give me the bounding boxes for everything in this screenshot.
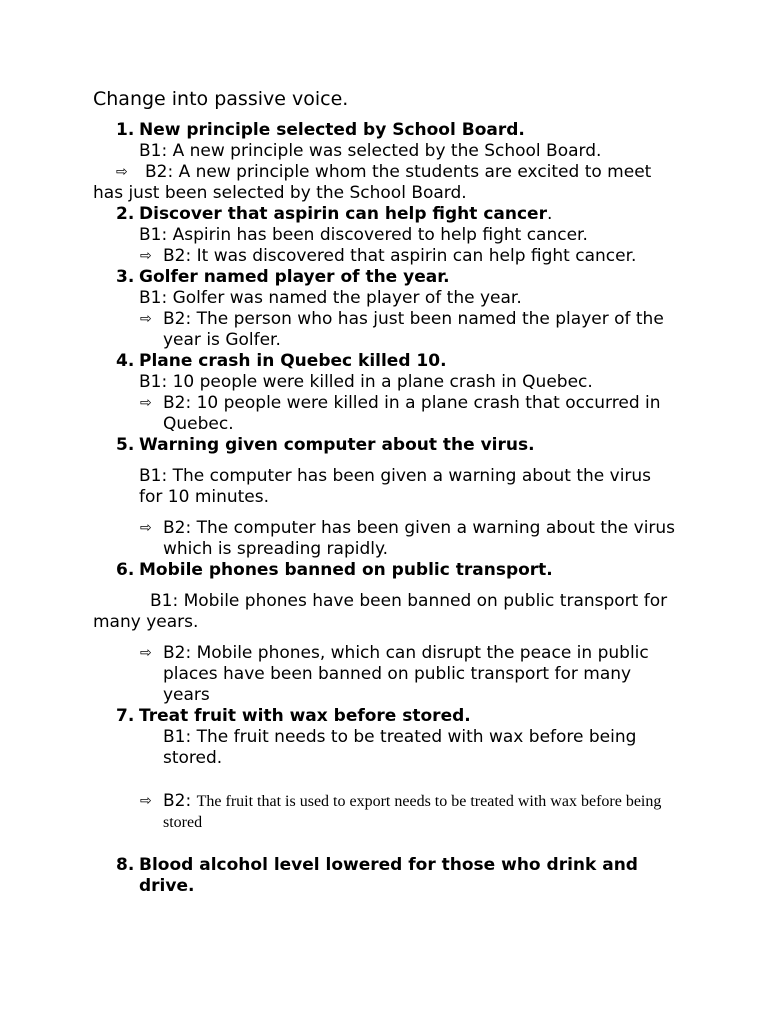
answer-b1: B1: A new principle was selected by the School Board.: [139, 141, 602, 161]
question-title: [0, 706, 679, 727]
question-period: .: [546, 204, 553, 224]
question-title: [0, 204, 679, 225]
answer-b2: [0, 518, 683, 560]
question-text: New principle selected by School Board.: [139, 120, 525, 140]
answer-b2: [0, 309, 683, 351]
exercise-list: [0, 120, 768, 897]
question-text: Blood alcohol level lowered for those who drink and drive.: [139, 855, 638, 896]
answer-b2-text: The fruit that is used to export needs to be treated with wax before being stored: [163, 793, 662, 831]
spacer: [0, 769, 768, 791]
question-title: [0, 351, 679, 372]
answer-b2-text: B2: It was discovered that aspirin can help fight cancer.: [163, 246, 637, 266]
answer-b1: B1: The computer has been given a warning about the virus for 10 minutes.: [139, 466, 652, 507]
answer-b2-label: B2:: [163, 791, 197, 811]
answer-b2: [0, 643, 683, 706]
question-number: 3.: [116, 267, 135, 287]
answer-b1: B1: The fruit needs to be treated with wax before being stored.: [163, 727, 637, 768]
arrow-right-icon: ⇨: [140, 395, 152, 411]
answer-b2: [0, 393, 683, 435]
question-title: [0, 435, 679, 456]
answer-b2-text: B2: Mobile phones, which can disrupt the peace in public places have been banned on public transport for many years: [163, 643, 649, 705]
answer-b1: B1: 10 people were killed in a plane crash in Quebec.: [139, 372, 593, 392]
question-title: [0, 855, 679, 897]
question-text: Plane crash in Quebec killed 10.: [139, 351, 447, 371]
question-title: [0, 560, 679, 581]
question-title: [0, 267, 679, 288]
question-text: Discover that aspirin can help fight cancer: [139, 204, 547, 224]
answer-b1: B1: Golfer was named the player of the year.: [139, 288, 522, 308]
question-text: Warning given computer about the virus.: [139, 435, 535, 455]
spacer: [0, 581, 768, 591]
answer-b2-text: B2: The computer has been given a warning about the virus which is spreading rapidly.: [163, 518, 676, 559]
question-number: 7.: [116, 706, 135, 726]
question-text: Golfer named player of the year.: [139, 267, 450, 287]
answer-b2: [0, 162, 653, 204]
question-number: 8.: [116, 855, 135, 875]
arrow-right-icon: ⇨: [140, 311, 152, 327]
spacer: [0, 833, 768, 855]
answer-b2-text: B2: 10 people were killed in a plane crash that occurred in Quebec.: [163, 393, 661, 434]
page-heading: Change into passive voice.: [93, 88, 349, 110]
arrow-right-icon: ⇨: [140, 793, 152, 809]
question-number: 5.: [116, 435, 135, 455]
answer-b1: B1: Mobile phones have been banned on public transport for many years.: [93, 591, 668, 632]
spacer: [0, 633, 768, 643]
spacer: [0, 456, 768, 466]
answer-b2: [0, 246, 683, 267]
answer-b2-text: B2: The person who has just been named the player of the year is Golfer.: [163, 309, 664, 350]
question-number: 2.: [116, 204, 135, 224]
question-text: Mobile phones banned on public transport.: [139, 560, 553, 580]
answer-b2-text: B2: A new principle whom the students are excited to meet has just been selected by the School Board.: [93, 162, 652, 203]
question-title: [0, 120, 679, 141]
question-text: Treat fruit with wax before stored.: [139, 706, 471, 726]
question-number: 1.: [116, 120, 135, 140]
question-number: 6.: [116, 560, 135, 580]
arrow-right-icon: ⇨: [140, 645, 152, 661]
arrow-right-icon: ⇨: [116, 164, 128, 180]
answer-b2: [0, 791, 683, 833]
answer-b1: B1: Aspirin has been discovered to help fight cancer.: [139, 225, 588, 245]
spacer: [0, 508, 768, 518]
question-number: 4.: [116, 351, 135, 371]
arrow-right-icon: ⇨: [140, 248, 152, 264]
arrow-right-icon: ⇨: [140, 520, 152, 536]
